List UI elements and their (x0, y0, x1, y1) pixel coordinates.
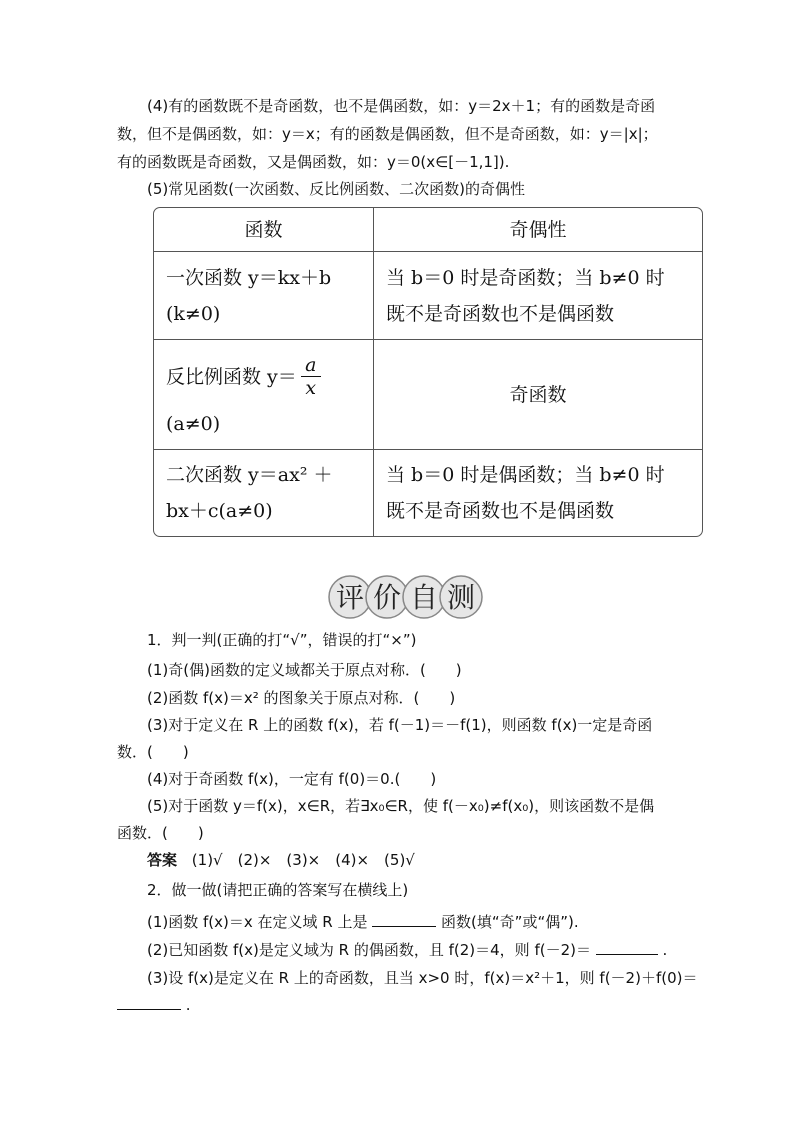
table-row (154, 450, 702, 536)
banner-char: 评 (335, 581, 365, 614)
linear-func-line-1: 一次函数 y＝kx＋b (166, 266, 332, 289)
q1-answer (147, 850, 415, 870)
fraction-denominator: x (305, 377, 317, 399)
fraction-numerator: a (305, 354, 317, 376)
banner-char: 价 (372, 581, 402, 614)
inverse-func-line-2: (a≠0) (166, 412, 221, 435)
table-row (154, 252, 702, 340)
row-linear-function (154, 252, 374, 340)
table-row (154, 340, 702, 450)
q2-item-2-text-a: (2)已知函数 f(x)是定义域为 R 的偶函数，且 f(2)＝4，则 f(－2)＝ (147, 941, 591, 959)
row-inverse-function (154, 340, 374, 450)
para-4-line-2: 数，但不是偶函数，如：y＝x；有的函数是偶函数，但不是奇函数，如：y＝|x|； (117, 125, 658, 143)
quadratic-parity-line-2: 既不是奇函数也不是偶函数 (386, 500, 615, 522)
table-header-row (154, 208, 702, 252)
fraction (301, 354, 321, 399)
q1-item-4: (4)对于奇函数 f(x)，一定有 f(0)＝0.( ) (147, 770, 437, 788)
linear-parity-line-2: 既不是奇函数也不是偶函数 (386, 302, 615, 325)
q1-item-2: (2)函数 f(x)＝x² 的图象关于原点对称．( ) (147, 689, 456, 707)
q2-item-2-text-b: . (662, 941, 668, 959)
q1-item-1: (1)奇(偶)函数的定义域都关于原点对称．( ) (147, 661, 462, 679)
answer-text: (1)√ (2)× (3)× (4)× (5)√ (191, 851, 415, 869)
q2-item-1-text-a: (1)函数 f(x)＝x 在定义域 R 上是 (147, 913, 368, 931)
row-inverse-parity: 奇函数 (374, 340, 702, 450)
self-test-banner (328, 572, 484, 622)
answer-blank[interactable] (596, 940, 658, 955)
row-linear-parity (374, 252, 702, 340)
q1-title: 1．判一判(正确的打“√”，错误的打“×”) (147, 631, 417, 649)
q2-item-1-text-b: 函数(填“奇”或“偶”). (441, 913, 579, 931)
quadratic-func-line-2: bx＋c(a≠0) (166, 500, 273, 522)
row-quadratic-function (154, 450, 374, 536)
para-5: (5)常见函数(一次函数、反比例函数、二次函数)的奇偶性 (147, 180, 525, 198)
linear-parity-line-1: 当 b＝0 时是奇函数；当 b≠0 时 (386, 266, 665, 289)
answer-blank[interactable] (117, 995, 181, 1010)
q1-item-5: (5)对于函数 y＝f(x)，x∈R，若∃x₀∈R，使 f(－x₀)≠f(x₀)，则该函数不是偶 (147, 797, 655, 815)
answer-label: 答案 (147, 851, 178, 869)
q2-item-1 (147, 912, 579, 932)
quadratic-func-line-1: 二次函数 y＝ax² ＋ (166, 464, 333, 486)
row-quadratic-parity (374, 450, 702, 536)
q1-item-3: (3)对于定义在 R 上的函数 f(x)，若 f(－1)＝－f(1)，则函数 f(x)一定是奇函 (147, 716, 653, 734)
q2-item-3: (3)设 f(x)是定义在 R 上的奇函数，且当 x>0 时，f(x)＝x²＋1，则 f(－2)＋f(0)＝ (147, 969, 698, 987)
q2-item-2 (147, 940, 667, 960)
q1-item-3-cont: 数．( ) (117, 743, 189, 761)
para-4-line-1: (4)有的函数既不是奇函数，也不是偶函数，如：y＝2x＋1；有的函数是奇函 (147, 97, 656, 115)
parity-table (153, 207, 703, 537)
answer-blank[interactable] (372, 912, 436, 927)
q1-item-5-cont: 函数．( ) (117, 824, 204, 842)
inverse-func-prefix: 反比例函数 y＝ (166, 365, 297, 388)
header-parity: 奇偶性 (374, 208, 702, 252)
banner-char: 测 (446, 581, 476, 614)
q2-title: 2．做一做(请把正确的答案写在横线上) (147, 881, 409, 899)
q2-item-3-cont (117, 995, 191, 1015)
para-4-line-3: 有的函数既是奇函数，又是偶函数，如：y＝0(x∈[－1,1]). (117, 153, 510, 171)
header-function: 函数 (154, 208, 374, 252)
q2-item-3-text-b: . (185, 996, 191, 1014)
quadratic-parity-line-1: 当 b＝0 时是偶函数；当 b≠0 时 (386, 464, 665, 486)
banner-char: 自 (409, 581, 439, 614)
linear-func-line-2: (k≠0) (166, 302, 221, 325)
